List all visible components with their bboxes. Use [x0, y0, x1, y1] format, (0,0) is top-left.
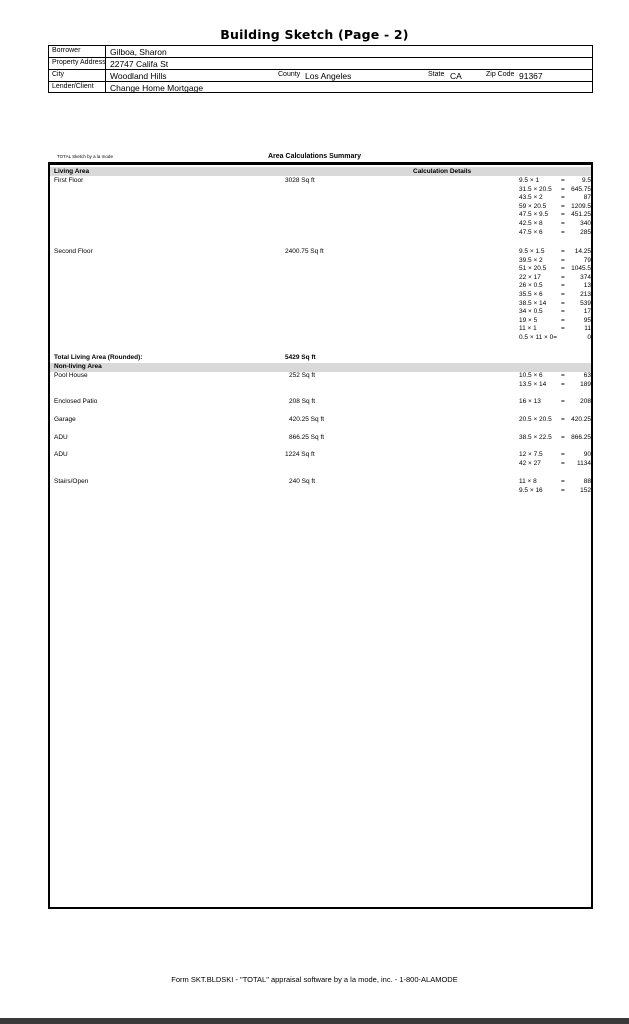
calc-equals: = [561, 459, 565, 467]
stairs-calcs [519, 478, 591, 495]
calc-line [519, 308, 591, 317]
adu-2-area: 1224 Sq ft [285, 451, 315, 458]
calc-expression: 39.5 × 2 [519, 256, 543, 264]
calc-expression: 31.5 × 20.5 [519, 185, 552, 193]
calc-expression: 19 × 5 [519, 316, 538, 324]
first-floor-calcs [519, 177, 591, 237]
calc-equals: = [561, 316, 565, 324]
calc-line [519, 211, 591, 220]
calc-expression: 47.5 × 9.5 [519, 211, 549, 219]
calc-result: 87 [583, 194, 591, 202]
pool-house-calcs [519, 372, 591, 389]
calc-result: 17 [583, 308, 591, 316]
calc-result: 1045.5 [571, 265, 591, 273]
adu-1-calcs [519, 434, 591, 443]
form-footer: Form SKT.BLDSKI - "TOTAL" appraisal software by a la mode, inc. - 1-800-ALAMODE [171, 975, 458, 984]
total-living-label: Total Living Area (Rounded): [54, 354, 143, 361]
calc-result: 213 [580, 290, 591, 298]
calc-result: 63 [583, 372, 591, 379]
calc-result: 14.25 [574, 248, 591, 255]
adu-1-label: ADU [54, 434, 68, 441]
calc-equals: = [561, 282, 565, 290]
calc-equals: = [561, 478, 565, 485]
stairs-area: 240 Sq ft [289, 478, 316, 485]
calc-line [519, 334, 591, 343]
stairs-label: Stairs/Open [54, 478, 89, 485]
calc-equals: = [561, 451, 565, 458]
calc-line [519, 478, 591, 487]
calc-equals: = [561, 398, 565, 405]
calc-line [519, 372, 591, 381]
calc-expression: 42.5 × 8 [519, 219, 543, 227]
calc-equals: = [561, 273, 565, 281]
calc-line [519, 265, 591, 274]
borrower-value: Gilboa, Sharon [110, 47, 167, 57]
calc-equals: = [561, 265, 565, 273]
calc-expression: 16 × 13 [519, 398, 541, 405]
calc-line [519, 248, 591, 257]
property-value: 22747 Califa St [110, 59, 169, 69]
county-label: County [278, 71, 301, 78]
calc-line [519, 282, 591, 291]
calc-result: 451.25 [571, 211, 591, 219]
county-value: Los Angeles [305, 71, 352, 81]
calc-line [519, 398, 591, 407]
calc-expression: 9.5 × 1.5 [519, 248, 545, 255]
calc-equals: = [561, 325, 565, 333]
city-row [49, 70, 592, 82]
garage-calcs [519, 416, 591, 425]
state-value: CA [450, 71, 462, 81]
calc-line [519, 325, 591, 334]
calc-result: 285 [580, 228, 591, 236]
calc-line [519, 291, 591, 300]
non-living-band [50, 363, 591, 372]
calc-equals: = [561, 194, 565, 202]
calc-equals: = [561, 219, 565, 227]
calc-equals: = [561, 211, 565, 219]
state-label: State [428, 71, 445, 78]
calc-line [519, 460, 591, 469]
calc-expression: 10.5 × 6 [519, 372, 543, 379]
calc-line [519, 186, 591, 195]
calc-equals: = [561, 185, 565, 193]
calc-result: 208 [580, 398, 591, 405]
calc-line [519, 194, 591, 203]
calc-result: 95 [583, 316, 591, 324]
calc-expression: 20.5 × 20.5 [519, 416, 552, 423]
calc-line [519, 416, 591, 425]
second-floor-label: Second Floor [54, 248, 93, 255]
bottom-bar [0, 1018, 629, 1024]
calc-result: 90 [583, 451, 591, 458]
calc-equals: = [561, 290, 565, 298]
calc-expression: 43.5 × 2 [519, 194, 543, 202]
calc-expression: 38.5 × 14 [519, 299, 547, 307]
garage-label: Garage [54, 416, 76, 423]
calc-expression: 26 × 0.5 [519, 282, 543, 290]
calc-result: 1209.5 [571, 202, 591, 210]
non-living-heading: Non-living Area [54, 363, 102, 370]
calc-line [519, 300, 591, 309]
borrower-row [49, 46, 592, 58]
calc-result: 0 [587, 333, 591, 341]
calc-details-heading: Calculation Details [413, 168, 472, 175]
adu-1-area: 866.25 Sq ft [289, 434, 325, 441]
first-floor-area: 3028 Sq ft [285, 177, 315, 184]
calc-result: 79 [583, 256, 591, 264]
calc-equals: = [561, 228, 565, 236]
property-row [49, 58, 592, 70]
calc-line [519, 274, 591, 283]
calc-result: 11 [584, 325, 591, 333]
calc-result: 866.25 [571, 434, 591, 441]
calc-equals: = [561, 256, 565, 264]
second-floor-calcs [519, 248, 591, 343]
calc-expression: 51 × 20.5 [519, 265, 547, 273]
calc-line [519, 257, 591, 266]
calc-line [519, 317, 591, 326]
calc-result: 539 [580, 299, 591, 307]
calc-equals: = [561, 372, 565, 379]
calc-result: 189 [580, 380, 591, 388]
summary-title: Area Calculations Summary [268, 153, 361, 160]
calc-line [519, 381, 591, 390]
first-floor-label: First Floor [54, 177, 84, 184]
calc-result: 152 [580, 486, 591, 494]
calc-expression: 59 × 20.5 [519, 202, 547, 210]
area-calculations-box [48, 162, 593, 909]
calc-expression: 22 × 17 [519, 273, 541, 281]
enclosed-patio-area: 208 Sq ft [289, 398, 316, 405]
calc-result: 420.25 [571, 416, 591, 423]
adu-2-calcs [519, 451, 591, 468]
calc-equals: = [561, 177, 565, 184]
calc-result: 1134 [577, 459, 591, 467]
lender-row [49, 82, 592, 94]
city-label: City [52, 71, 65, 78]
calc-equals: = [561, 380, 565, 388]
calc-expression: 11 × 1 [519, 325, 537, 333]
calc-expression: 11 × 8 [519, 478, 537, 485]
calc-line [519, 177, 591, 186]
calc-equals: = [561, 248, 565, 255]
calc-equals: = [561, 308, 565, 316]
calc-expression: 42 × 27 [519, 459, 541, 467]
borrower-label: Borrower [52, 47, 81, 54]
lender-value: Change Home Mortgage [110, 83, 204, 93]
calc-line [519, 220, 591, 229]
calc-result: 374 [580, 273, 591, 281]
calc-equals: = [561, 202, 565, 210]
page-title: Building Sketch (Page - 2) [220, 27, 409, 42]
calc-equals: = [561, 434, 565, 441]
calc-line [519, 229, 591, 238]
calc-result: 645.75 [571, 185, 591, 193]
city-value: Woodland Hills [110, 71, 167, 81]
lender-label: Lender/Client [52, 83, 94, 90]
zip-label: Zip Code [486, 71, 515, 78]
header-table [48, 45, 593, 93]
adu-2-label: ADU [54, 451, 68, 458]
calc-expression: 38.5 × 22.5 [519, 434, 552, 441]
calc-result: 88 [583, 478, 591, 485]
calc-equals: = [561, 486, 565, 494]
calc-line [519, 451, 591, 460]
living-area-heading: Living Area [54, 168, 90, 175]
property-label: Property Address [52, 59, 106, 66]
calc-expression: 34 × 0.5 [519, 308, 543, 316]
garage-area: 420.25 Sq ft [289, 416, 325, 423]
calc-expression: 13.5 × 14 [519, 380, 547, 388]
calc-line [519, 487, 591, 496]
calc-equals: = [561, 416, 565, 423]
enclosed-patio-label: Enclosed Patio [54, 398, 98, 405]
pool-house-label: Pool House [54, 372, 88, 379]
calc-equals: = [561, 299, 565, 307]
calc-result: 13 [583, 282, 591, 290]
enclosed-patio-calcs [519, 398, 591, 407]
calc-expression: 35.5 × 6 [519, 290, 543, 298]
calc-result: 9.5 [581, 177, 591, 184]
calc-expression: 47.5 × 6 [519, 228, 543, 236]
living-area-band [50, 167, 591, 176]
calc-result: 340 [580, 219, 591, 227]
calc-expression: 9.5 × 16 [519, 486, 543, 494]
total-living-value: 5429 Sq ft [285, 354, 316, 361]
sketch-brand: TOTAL Sketch by a la mode [57, 154, 113, 159]
calc-expression: 9.5 × 1 [519, 177, 540, 184]
calc-expression: 12 × 7.5 [519, 451, 543, 458]
calc-line [519, 203, 591, 212]
second-floor-area: 2400.75 Sq ft [285, 248, 324, 255]
calc-expression: 0.5 × 11 × 0= [519, 333, 558, 341]
calc-line [519, 434, 591, 443]
pool-house-area: 252 Sq ft [289, 372, 316, 379]
zip-value: 91367 [519, 71, 543, 81]
